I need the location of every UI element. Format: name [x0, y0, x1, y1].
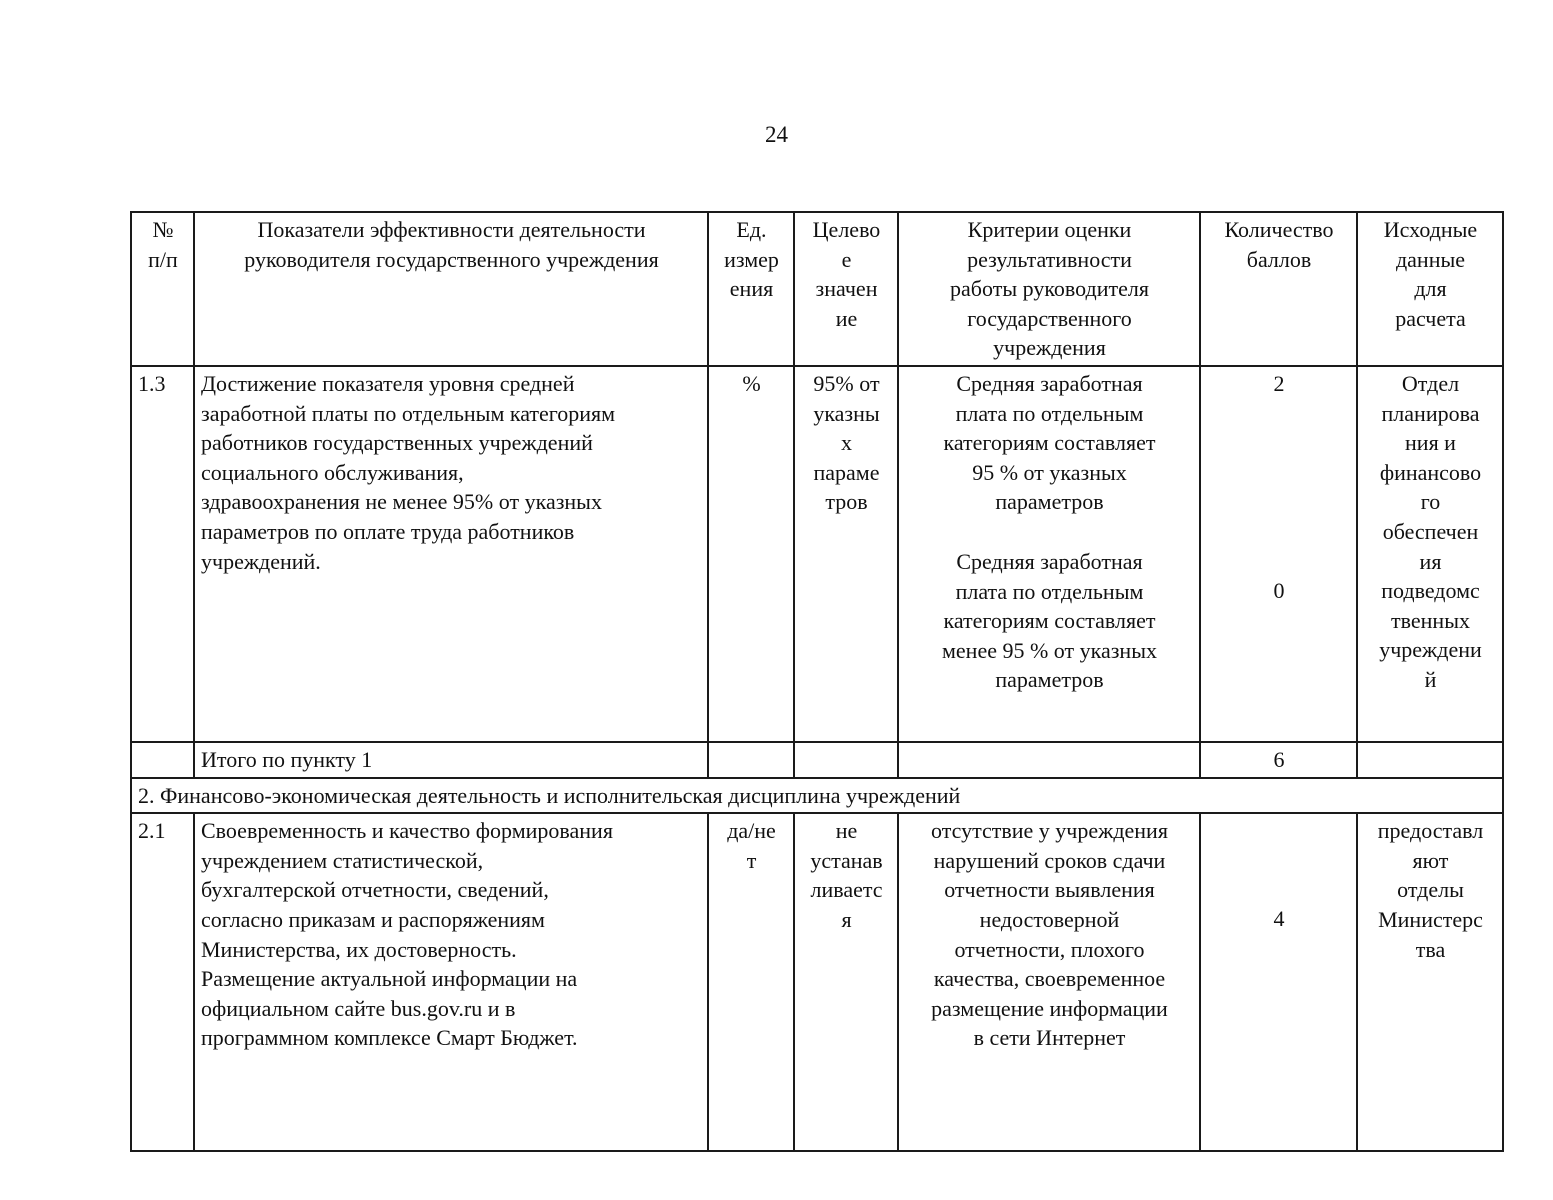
total-row-1 [131, 742, 1503, 778]
row-2-1-target: не устанав ливаетс я [794, 813, 898, 1151]
header-points: Количество баллов [1200, 212, 1357, 366]
table-row-2-1 [131, 813, 1503, 1151]
row-1-3-unit: % [708, 366, 794, 742]
header-indicator: Показатели эффективности деятельности руководителя государственного учреждения [194, 212, 708, 366]
header-num: № п/п [131, 212, 194, 366]
row-1-3-points [1200, 366, 1357, 742]
row-1-3-target: 95% от указны х параме тров [794, 366, 898, 742]
page-number: 24 [765, 122, 788, 147]
row-2-1-num: 2.1 [131, 813, 194, 1151]
row-2-1-criteria: отсутствие у учреждения нарушений сроков сдачи отчетности выявления недостоверной отчетности, плохого качества, своевременное размещение информации в сети Интернет [898, 813, 1200, 1151]
section-2-row [131, 778, 1503, 814]
header-criteria: Критерии оценки результативности работы руководителя государственного учреждения [898, 212, 1200, 366]
row-2-1-points: 4 [1200, 813, 1357, 1151]
row-2-1-unit: да/не т [708, 813, 794, 1151]
header-row [131, 212, 1503, 366]
row-1-3-criteria [898, 366, 1200, 742]
header-target: Целево е значен ие [794, 212, 898, 366]
row-1-3-points-2: 0 [1273, 577, 1285, 603]
indicators-table [130, 211, 1504, 1152]
row-1-3-indicator: Достижение показателя уровня средней заработной платы по отдельным категориям работников государственных учреждений социального обслуживания, здравоохранения не менее 95% от указных параметров по оплате труда работников учреждений. [194, 366, 708, 742]
row-2-1-source: предоставл яют отделы Министерс тва [1357, 813, 1503, 1151]
row-1-3-criteria-2: Средняя заработная плата по отдельным категориям составляет менее 95 % от указных параметров [941, 548, 1157, 693]
row-2-1-indicator: Своевременность и качество формирования учреждением статистической, бухгалтерской отчетности, сведений, согласно приказам и распоряжениям Министерства, их достоверность. Размещение актуальной информации на официальном сайте bus.gov.ru и в программном комплексе Смарт Бюджет. [194, 813, 708, 1151]
row-1-3-num: 1.3 [131, 366, 194, 742]
table-row-1-3 [131, 366, 1503, 742]
header-source: Исходные данные для расчета [1357, 212, 1503, 366]
row-1-3-source: Отдел планирова ния и финансово го обеспечен ия подведомс твенных учреждени й [1357, 366, 1503, 742]
row-1-3-criteria-1: Средняя заработная плата по отдельным категориям составляет 95 % от указных параметров [943, 370, 1156, 515]
section-2-title: 2. Финансово-экономическая деятельность и исполнительская дисциплина учреждений [131, 778, 1503, 814]
header-unit: Ед. измер ения [708, 212, 794, 366]
row-1-3-points-1: 2 [1273, 370, 1285, 396]
total-1-points: 6 [1200, 742, 1357, 778]
total-1-label: Итого по пункту 1 [194, 742, 708, 778]
